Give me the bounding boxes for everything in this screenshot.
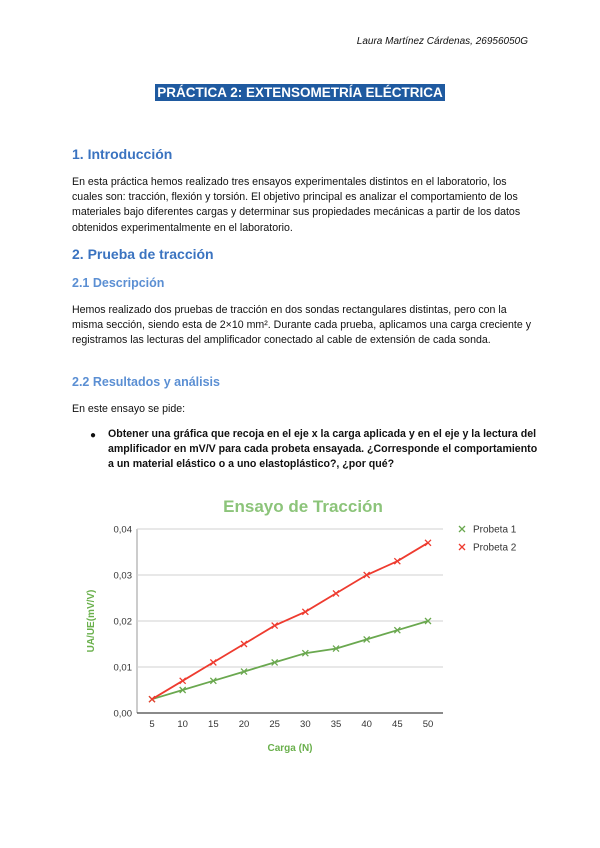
data-point xyxy=(210,659,216,665)
y-tick-label: 0,01 xyxy=(113,662,132,674)
series-line xyxy=(152,621,428,699)
x-tick-label: 15 xyxy=(208,719,219,730)
legend-label: Probeta 1 xyxy=(473,524,517,536)
description-paragraph: Hemos realizado dos pruebas de tracción en dos sondas rectangulares distintas, pero con la misma sección, siendo esta de 2×10 mm². Durante cada prueba, aplicamos una carga creciente y registramos las lecturas del amplificador conectado al cable de extensión de cada sonda. xyxy=(72,304,532,347)
y-axis-title: UA/UE(mV/V) xyxy=(86,589,97,653)
series-probeta-1 xyxy=(149,618,431,702)
document-title: PRÁCTICA 2: EXTENSOMETRÍA ELÉCTRICA xyxy=(157,85,443,100)
results-paragraph: En este ensayo se pide: xyxy=(72,403,186,415)
heading-descripcion: 2.1 Descripción xyxy=(72,276,165,290)
x-tick-label: 40 xyxy=(361,719,372,730)
intro-paragraph: En esta práctica hemos realizado tres ensayos experimentales distintos en el laboratorio, los cuales son: tracción, flexión y torsión. El objetivo principal es analizar el comportamiento de los materiales bajo diferentes cargas y determinar sus propiedades mecánicas a partir de los datos obtenidos experimentalmente en el laboratorio. xyxy=(72,176,521,234)
x-tick-label: 5 xyxy=(149,719,155,730)
x-tick-label: 10 xyxy=(177,719,188,730)
x-tick-label: 45 xyxy=(392,719,403,730)
chart-title: Ensayo de Tracción xyxy=(223,497,383,516)
y-tick-label: 0,04 xyxy=(113,524,132,536)
data-point xyxy=(333,590,339,596)
data-point xyxy=(425,540,431,546)
legend-marker-icon xyxy=(459,526,465,532)
heading-resultados: 2.2 Resultados y análisis xyxy=(72,375,220,389)
y-tick-label: 0,00 xyxy=(113,708,132,720)
heading-introduccion: 1. Introducción xyxy=(72,146,173,162)
heading-prueba-traccion: 2. Prueba de tracción xyxy=(72,246,214,262)
bullet-marker: ● xyxy=(90,430,97,441)
author-header: Laura Martínez Cárdenas, 26956050G xyxy=(356,36,528,47)
x-tick-label: 50 xyxy=(422,719,434,730)
legend-label: Probeta 2 xyxy=(473,542,517,554)
bullet-text: Obtener una gráfica que recoja en el eje x la carga aplicada y en el eje y la lectura del amplificador en mV/V para cada probeta ensayada. ¿Corresponde el comportamiento a un material elástico o a uno elastoplástico?, ¿por qué? xyxy=(108,428,538,471)
y-tick-label: 0,02 xyxy=(113,616,132,628)
legend-marker-icon xyxy=(459,544,465,550)
data-point xyxy=(241,641,247,647)
x-tick-label: 30 xyxy=(300,719,311,730)
y-tick-label: 0,03 xyxy=(113,570,132,582)
x-tick-label: 35 xyxy=(330,719,342,730)
x-tick-label: 25 xyxy=(269,719,280,730)
x-tick-label: 20 xyxy=(238,719,250,730)
data-point xyxy=(180,678,186,684)
x-axis-title: Carga (N) xyxy=(267,743,313,754)
